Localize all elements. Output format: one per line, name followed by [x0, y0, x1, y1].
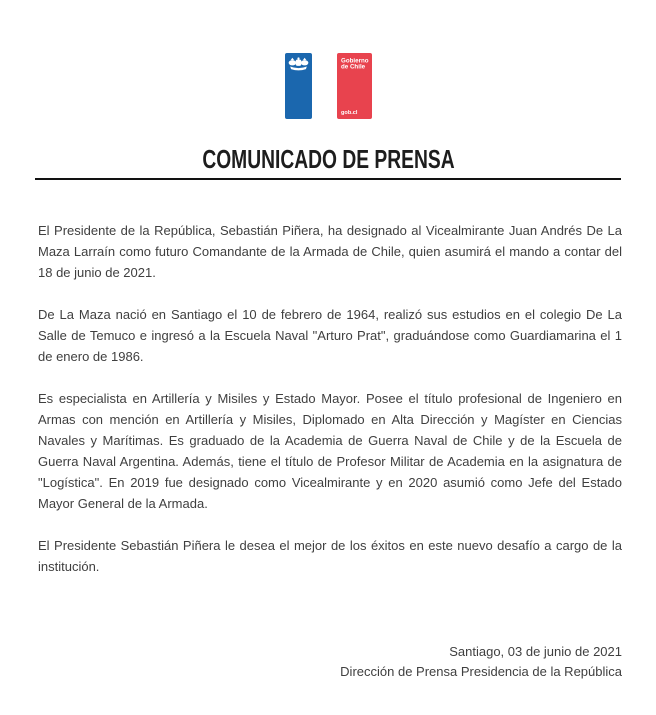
document-footer [38, 642, 622, 682]
press-release-body [0, 180, 656, 577]
logo-wordmark-line1: Gobierno [340, 57, 369, 65]
footer-dateline: Santiago, 03 de junio de 2021 [449, 644, 622, 659]
page-title-text: COMUNICADO DE PRENSA [201, 144, 455, 174]
logo-wordmark-line2: de Chile [340, 63, 365, 71]
gobierno-de-chile-logo [0, 0, 656, 119]
paragraph-designation: El Presidente de la República, Sebastián Piñera, ha designado al Vicealmirante Juan Andrés De La Maza Larraín como futuro Comandante de la Armada de Chile, quien asumirá el mando a contar del 18 de junio de 2021. [38, 223, 622, 280]
page-title [0, 145, 656, 173]
chile-coat-of-arms-icon [288, 57, 309, 77]
paragraph-wishes: El Presidente Sebastián Piñera le desea el mejor de los éxitos en este nuevo desafío a cargo de la institución. [38, 538, 622, 574]
paragraph-biography: De La Maza nació en Santiago el 10 de febrero de 1964, realizó sus estudios en el colegio De La Salle de Temuco e ingresó a la Escuela Naval "Arturo Prat", graduándose como Guardiamarina el 1 de enero de 1986. [38, 307, 622, 364]
logo-wordmark [341, 58, 369, 70]
logo-domain-label: gob.cl [340, 108, 357, 115]
footer-credit: Dirección de Prensa Presidencia de la República [340, 664, 622, 679]
paragraph-career: Es especialista en Artillería y Misiles y Estado Mayor. Posee el título profesional de Ingeniero en Armas con mención en Artillería y Misiles, Diplomado en Alta Dirección y Magíster en Ciencias Navales y Marítimas. Es graduado de la Academia de Guerra Naval de Chile y de la Escuela de Guerra Naval Argentina. Además, tiene el título de Profesor Militar de Academia en la asignatura de "Logística". En 2019 fue designado como Vicealmirante y en 2020 asumió como Jefe del Estado Mayor General de la Armada. [38, 391, 622, 511]
logo-blue-panel [285, 53, 312, 119]
logo-red-panel [337, 53, 372, 119]
